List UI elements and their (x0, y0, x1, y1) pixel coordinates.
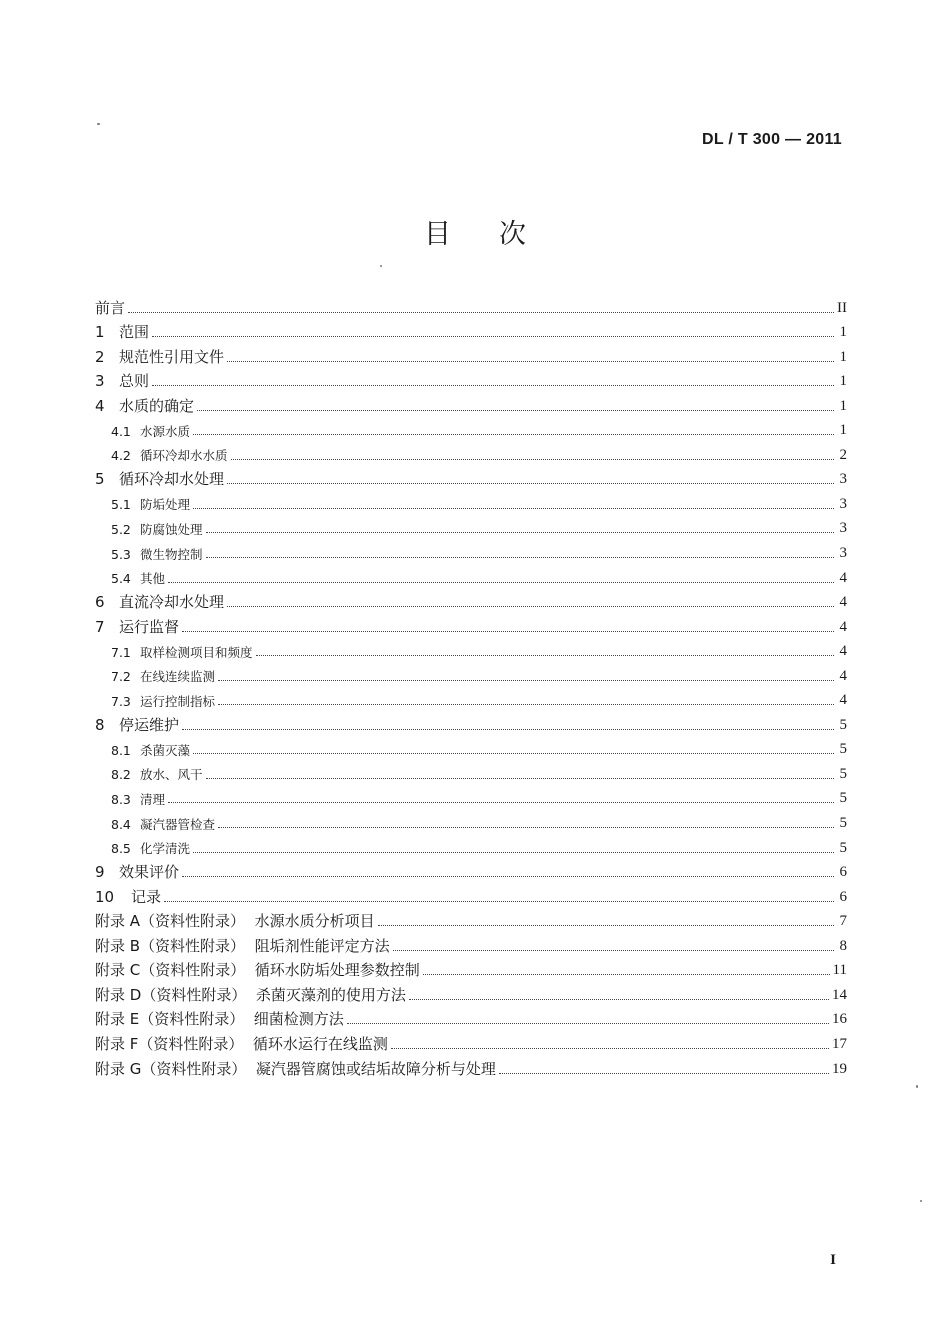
toc-entry-page: 1 (839, 397, 847, 414)
toc-entry-label: 附录 B（资料性附录） 阻垢剂性能评定方法 (95, 936, 390, 955)
toc-entry-page: 4 (839, 667, 847, 684)
toc-entry[interactable] (95, 561, 847, 586)
toc-entry-label: 附录 D（资料性附录） 杀菌灭藻剂的使用方法 (95, 985, 406, 1004)
toc-entry-label: 总则 (119, 372, 150, 391)
scan-speck (380, 265, 382, 267)
toc-entry-number: 5.2 (111, 521, 131, 537)
dot-leader (197, 410, 834, 411)
toc-entry-title (95, 644, 253, 660)
toc-entry[interactable] (95, 905, 847, 930)
toc-entry[interactable] (95, 806, 847, 831)
toc-entry-title (95, 816, 216, 832)
toc-entry[interactable] (95, 438, 847, 463)
toc-entry-label: 附录 F（资料性附录） 循环水运行在线监测 (95, 1034, 388, 1053)
toc-entry-title (95, 617, 180, 636)
toc-entry-number: 3 (95, 372, 105, 391)
toc-entry-title (95, 865, 179, 880)
toc-entry-number: 2 (95, 347, 105, 366)
toc-entry-label: 在线连续监测 (140, 669, 216, 685)
toc-entry-page: 14 (832, 986, 847, 1003)
toc-entry[interactable] (95, 757, 847, 782)
dot-leader (206, 532, 834, 533)
dot-leader (423, 974, 830, 975)
toc-entry-page: 16 (832, 1011, 847, 1028)
toc-entry-title (95, 693, 216, 709)
toc-entry[interactable] (95, 1027, 847, 1052)
toc-entry-title (95, 499, 190, 512)
scan-speck (916, 1085, 918, 1088)
toc-entry-label: 附录 A（资料性附录） 水源水质分析项目 (95, 912, 375, 931)
toc-entry-page: 1 (839, 373, 847, 390)
toc-entry-number: 6 (95, 593, 105, 612)
table-of-contents (95, 291, 847, 1077)
toc-entry-label: 直流冷却水处理 (119, 593, 225, 612)
toc-entry-number: 1 (95, 323, 105, 342)
toc-entry[interactable] (95, 831, 847, 856)
toc-entry-page: 3 (839, 545, 847, 562)
toc-entry-page: 1 (839, 348, 847, 365)
toc-entry-label: 效果评价 (119, 863, 180, 882)
toc-entry-page: 6 (839, 864, 847, 881)
toc-entry-page: 5 (839, 790, 847, 807)
dot-leader (193, 753, 834, 754)
toc-entry[interactable] (95, 978, 847, 1003)
toc-entry-title (95, 914, 375, 929)
toc-entry[interactable] (95, 610, 847, 635)
toc-entry-label: 清理 (140, 791, 166, 807)
toc-entry[interactable] (95, 856, 847, 881)
toc-entry-label: 微生物控制 (140, 546, 203, 562)
toc-entry-title (95, 671, 215, 684)
toc-entry-label: 记录 (131, 887, 162, 906)
page-number: I (830, 1252, 836, 1268)
toc-entry-title (95, 298, 126, 317)
toc-entry-page: 5 (839, 765, 847, 782)
toc-entry[interactable] (95, 487, 847, 512)
toc-entry-label: 取样检测项目和频度 (140, 644, 253, 660)
toc-entry-title (95, 1012, 344, 1027)
dot-leader (409, 999, 829, 1000)
toc-entry-label: 凝汽器管检查 (140, 816, 216, 832)
toc-entry-label: 防腐蚀处理 (140, 521, 203, 537)
toc-entry-number: 5.3 (111, 546, 131, 562)
dot-leader (193, 508, 834, 509)
toc-entry-page: 5 (839, 741, 847, 758)
dot-leader (227, 606, 834, 607)
scan-speck (97, 123, 100, 125)
scan-speck (920, 1200, 922, 1202)
toc-entry-title (95, 595, 224, 610)
dot-leader (206, 557, 834, 558)
toc-entry[interactable] (95, 954, 847, 979)
dot-leader (378, 925, 834, 926)
toc-entry-number: 4.1 (111, 423, 131, 439)
toc-entry-label: 附录 G（资料性附录） 凝汽器管腐蚀或结垢故障分析与处理 (95, 1059, 496, 1078)
toc-entry-title (95, 450, 228, 463)
toc-entry-title (95, 887, 162, 906)
dot-leader (347, 1023, 829, 1024)
toc-entry-number: 7.2 (111, 669, 131, 685)
toc-entry-number: 8.3 (111, 791, 131, 807)
toc-entry-number: 4.2 (111, 448, 131, 464)
toc-entry-number: 9 (95, 863, 105, 882)
toc-entry-number: 4 (95, 396, 105, 415)
toc-entry-label: 附录 E（资料性附录） 细菌检测方法 (95, 1010, 344, 1029)
toc-entry-page: 6 (839, 888, 847, 905)
toc-entry-title (95, 1059, 496, 1078)
toc-entry-page: 17 (832, 1035, 847, 1052)
toc-entry-label: 放水、风干 (140, 767, 203, 783)
toc-entry[interactable] (95, 733, 847, 758)
toc-entry-title (95, 472, 224, 487)
toc-entry-number: 5.1 (111, 497, 131, 513)
toc-entry-label: 化学清洗 (140, 841, 191, 857)
page-title: 目次 (424, 219, 574, 250)
dot-leader (182, 876, 834, 877)
toc-entry[interactable] (95, 389, 847, 414)
toc-entry[interactable] (95, 291, 847, 316)
dot-leader (231, 459, 834, 460)
dot-leader (218, 704, 834, 705)
toc-entry-number: 8.5 (111, 841, 131, 857)
toc-entry-page: 4 (839, 569, 847, 586)
toc-entry[interactable] (95, 463, 847, 488)
toc-entry-label: 水源水质 (140, 423, 191, 439)
toc-entry-label: 杀菌灭藻 (140, 742, 191, 758)
toc-entry-number: 7 (95, 617, 105, 636)
toc-entry-page: 2 (839, 446, 847, 463)
toc-entry-title (95, 985, 406, 1004)
toc-entry-page: 4 (839, 692, 847, 709)
toc-entry-label: 循环冷却水处理 (119, 470, 225, 489)
toc-entry[interactable] (95, 880, 847, 905)
toc-entry[interactable] (95, 586, 847, 611)
toc-entry-label: 前言 (95, 298, 126, 317)
dot-leader (227, 361, 834, 362)
dot-leader (152, 385, 834, 386)
toc-entry-title (95, 936, 390, 955)
toc-entry-page: 8 (839, 937, 847, 954)
toc-entry[interactable] (95, 684, 847, 709)
dot-leader (206, 778, 834, 779)
toc-entry-title (95, 769, 203, 782)
toc-entry-page: II (837, 299, 847, 316)
dot-leader (218, 827, 834, 828)
toc-entry-title (95, 742, 191, 758)
toc-entry-label: 其他 (140, 571, 166, 587)
toc-entry-page: 5 (839, 839, 847, 856)
dot-leader (227, 483, 834, 484)
toc-entry-title (95, 546, 203, 562)
toc-entry-label: 附录 C（资料性附录） 循环水防垢处理参数控制 (95, 961, 420, 980)
toc-entry[interactable] (95, 340, 847, 365)
dot-leader (128, 312, 834, 313)
dot-leader (393, 950, 834, 951)
toc-entry[interactable] (95, 782, 847, 807)
toc-entry-number: 8 (95, 715, 105, 734)
toc-entry-title (95, 347, 225, 366)
toc-entry[interactable] (95, 512, 847, 537)
toc-entry-page: 5 (839, 815, 847, 832)
toc-entry-page: 3 (839, 471, 847, 488)
toc-entry[interactable] (95, 635, 847, 660)
standard-code: DL / T 300 — 2011 (702, 131, 842, 148)
toc-entry-number: 8.1 (111, 742, 131, 758)
toc-entry-label: 停运维护 (119, 715, 180, 734)
toc-entry-title (95, 573, 165, 586)
toc-entry-label: 运行监督 (119, 617, 180, 636)
toc-entry[interactable] (95, 316, 847, 341)
toc-entry[interactable] (95, 929, 847, 954)
toc-entry-number: 10 (95, 887, 115, 906)
dot-leader (218, 680, 834, 681)
dot-leader (182, 729, 834, 730)
toc-entry-label: 运行控制指标 (140, 693, 216, 709)
dot-leader (193, 434, 834, 435)
toc-entry-title (95, 963, 420, 978)
toc-entry[interactable] (95, 1003, 847, 1028)
toc-entry-page: 3 (839, 495, 847, 512)
dot-leader (256, 655, 834, 656)
dot-leader (193, 852, 834, 853)
dot-leader (152, 336, 834, 337)
toc-entry[interactable] (95, 536, 847, 561)
toc-entry[interactable] (95, 708, 847, 733)
toc-entry-page: 3 (839, 520, 847, 537)
toc-entry-title (95, 791, 166, 807)
toc-entry[interactable] (95, 659, 847, 684)
toc-entry-page: 5 (839, 716, 847, 733)
toc-entry-page: 11 (832, 962, 847, 979)
dot-leader (182, 631, 834, 632)
dot-leader (164, 901, 834, 902)
toc-entry-page: 7 (839, 913, 847, 930)
toc-entry-number: 5 (95, 470, 105, 489)
toc-entry-label: 范围 (119, 323, 150, 342)
dot-leader (499, 1073, 829, 1074)
toc-entry-title (95, 1034, 388, 1053)
toc-entry-number: 7.3 (111, 693, 131, 709)
toc-entry-number: 8.2 (111, 767, 131, 783)
toc-entry-title (95, 374, 149, 389)
toc-entry-title (95, 521, 203, 537)
toc-entry-title (95, 396, 195, 415)
toc-entry-title (95, 423, 191, 439)
dot-leader (391, 1048, 829, 1049)
dot-leader (168, 582, 834, 583)
toc-entry-page: 4 (839, 643, 847, 660)
toc-entry-number: 7.1 (111, 644, 131, 660)
toc-entry-title (95, 715, 180, 734)
dot-leader (168, 802, 834, 803)
toc-entry[interactable] (95, 365, 847, 390)
toc-entry-label: 水质的确定 (119, 396, 195, 415)
toc-entry-label: 循环冷却水水质 (140, 448, 228, 464)
toc-entry[interactable] (95, 414, 847, 439)
toc-entry-page: 4 (839, 618, 847, 635)
toc-entry-label: 防垢处理 (140, 497, 191, 513)
toc-entry-title (95, 325, 149, 340)
toc-entry-page: 1 (839, 422, 847, 439)
toc-entry[interactable] (95, 1052, 847, 1077)
toc-entry-page: 19 (832, 1060, 847, 1077)
toc-entry-number: 8.4 (111, 816, 131, 832)
toc-entry-number: 5.4 (111, 571, 131, 587)
toc-entry-page: 1 (839, 324, 847, 341)
toc-entry-title (95, 843, 190, 856)
toc-entry-label: 规范性引用文件 (119, 347, 225, 366)
toc-entry-page: 4 (839, 594, 847, 611)
